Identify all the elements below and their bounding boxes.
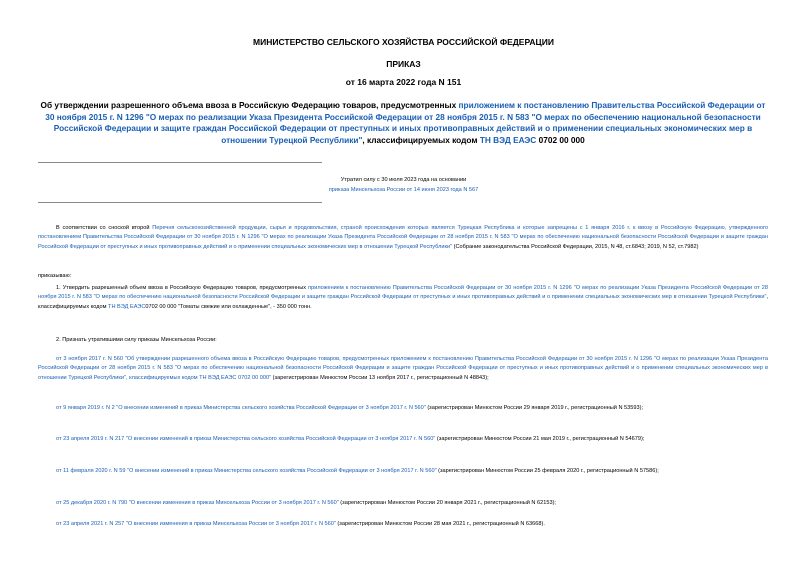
item-1-text-3: 0702 00 000 "Томаты свежие или охлажденные", - 350 000 тонн.	[145, 303, 312, 310]
revoked-link-2[interactable]: от 9 января 2019 г. N 2 "О внесении изменений в приказ Министерства сельского хозяйства Российской Федерации от 3 ноября 2017 г. N 560"	[56, 405, 426, 411]
preamble-link-list[interactable]: Перечня сельскохозяйственной продукции, сырья и продовольствия, страной происхождения которых является Турецкая Республика и которые запрещены с 1 января 2016 г. к ввозу в Российскую Федерацию, утвержденного постановлением Правительства Российской Федерации от 30 ноября 2015 г. N 1296 "О мерах по реализации Указа Президента Российской Федерации от 28 ноября 2015 г. N 583 "О мерах по обеспечению национальной безопасности Российской Федерации и защите граждан Российской Федерации от преступных и иных противоправных действий и о применении специальных экономических мер в отношении Турецкой Республики"	[38, 225, 768, 250]
revoked-item-2	[38, 404, 768, 413]
item-1-link-tnved[interactable]: ТН ВЭД ЕАЭС	[108, 303, 146, 310]
title-text-2: , классифицируемых кодом	[362, 134, 480, 145]
divider-bottom	[38, 202, 322, 203]
revoked-item-4	[38, 467, 768, 476]
revoked-item-1	[38, 355, 768, 383]
divider-top	[38, 162, 322, 163]
document-title	[38, 100, 768, 146]
title-link-tnved[interactable]: ТН ВЭД ЕАЭС	[479, 134, 537, 145]
revoked-link-1[interactable]: от 3 ноября 2017 г. N 560 "Об утверждении разрешенного объема ввоза в Российскую Федерацию товаров, предусмотренных приложением к постановлению Правительства Российской Федерации от 30 ноября 2015 г. N 1296 "О мерах по реализации Указа Президента Российской Федерации от 28 ноября 2015 г. N 583 "О мерах по обеспечению национальной безопасности Российской Федерации и защите граждан Российской Федерации от преступных и иных противоправных действий и о применении специальных экономических мер в отношении Турецкой Республики", классифицируемых кодом ТН ВЭД ЕАЭС 0702 00 000"	[38, 356, 768, 381]
expiry-note-link[interactable]: приказа Минсельхоза России от 14 июня 2023 года N 567	[328, 187, 479, 193]
expiry-note-link-row	[0, 185, 807, 195]
preamble-text-2: (Собрание законодательства Российской Федерации, 2015, N 48, ст.6843; 2019, N 52, ст.7982)	[452, 243, 699, 250]
revoked-item-5	[38, 499, 768, 508]
item-1-text-1: 1. Утвердить разрешенный объем ввоза в Российскую Федерацию товаров, предусмотренных	[56, 285, 309, 291]
revoked-link-5[interactable]: от 25 декабря 2020 г. N 790 "О внесении изменения в приказ Минсельхоза России от 3 ноября 2017 г. N 560"	[56, 500, 339, 506]
preamble-paragraph	[38, 224, 768, 252]
doc-type-heading: ПРИКАЗ	[386, 59, 421, 69]
revoked-item-3	[38, 435, 768, 444]
ministry-heading: МИНИСТЕРСТВО СЕЛЬСКОГО ХОЗЯЙСТВА РОССИЙСКОЙ ФЕДЕРАЦИИ	[253, 37, 554, 47]
revoked-rest-2: (зарегистрирован Минюстом России 29 января 2019 г., регистрационный N 53593);	[425, 405, 644, 411]
order-word: приказываю:	[38, 273, 72, 279]
revoked-link-3[interactable]: от 23 апреля 2019 г. N 217 "О внесении изменений в приказ Министерства сельского хозяйства Российской Федерации от 3 ноября 2017 г. N 560"	[56, 436, 436, 442]
preamble-text-1: В соответствии со сноской второй	[56, 225, 153, 231]
revoked-link-6[interactable]: от 23 апреля 2021 г. N 257 "О внесении изменения в приказ Минсельхоза России от 3 ноября 2017 г. N 560"	[56, 521, 336, 527]
item-2-paragraph: 2. Признать утратившими силу приказы Минсельхоза России:	[56, 337, 217, 343]
title-link-resolution[interactable]: приложением к постановлению Правительства Российской Федерации от 30 ноября 2015 г. N 1296 "О мерах по реализации Указа Президента Российской Федерации от 28 ноября 2015 г. N 583 "О мерах по обеспечению национальной безопасности Российской Федерации и защите граждан Российской Федерации от преступных и иных противоправных действий и о применении специальных экономических мер в отношении Турецкой Республики"	[45, 100, 766, 145]
revoked-rest-6: (зарегистрирован Минюстом России 28 мая 2021 г., регистрационный N 63668).	[335, 521, 545, 527]
revoked-rest-3: (зарегистрирован Минюстом России 21 мая 2019 г., регистрационный N 54679);	[435, 436, 645, 442]
revoked-rest-5: (зарегистрирован Минюстом России 20 января 2021 г., регистрационный N 62153);	[338, 500, 556, 506]
item-1-paragraph	[38, 284, 768, 312]
revoked-rest-4: (зарегистрирован Минюстом России 25 февраля 2020 г., регистрационный N 57586);	[436, 468, 659, 474]
expiry-note-line: Утратил силу с 30 июля 2023 года на основании	[340, 177, 467, 183]
date-number-heading: от 16 марта 2022 года N 151	[345, 77, 462, 87]
item-1-text-2: , классифицируемых кодом	[38, 294, 768, 310]
title-text-3: 0702 00 000	[536, 134, 585, 145]
revoked-rest-1: (зарегистрирован Минюстом России 13 ноября 2017 г., регистрационный N 48843);	[271, 374, 489, 381]
item-1-link-resolution[interactable]: приложением к постановлению Правительства Российской Федерации от 30 ноября 2015 г. N 1296 "О мерах по реализации Указа Президента Российской Федерации от 28 ноября 2015 г. N 583 "О мерах по обеспечению национальной безопасности Российской Федерации и защите граждан Российской Федерации от преступных и иных противоправных действий и о применении специальных экономических мер в отношении Турецкой Республики"	[38, 285, 768, 301]
revoked-link-4[interactable]: от 11 февраля 2020 г. N 59 "О внесении изменений в приказ Министерства сельского хозяйства Российской Федерации от 3 ноября 2017 г. N 560"	[56, 468, 437, 474]
revoked-item-6	[38, 520, 768, 529]
title-text-1: Об утверждении разрешенного объема ввоза в Российскую Федерацию товаров, предусмотренных	[40, 100, 459, 110]
